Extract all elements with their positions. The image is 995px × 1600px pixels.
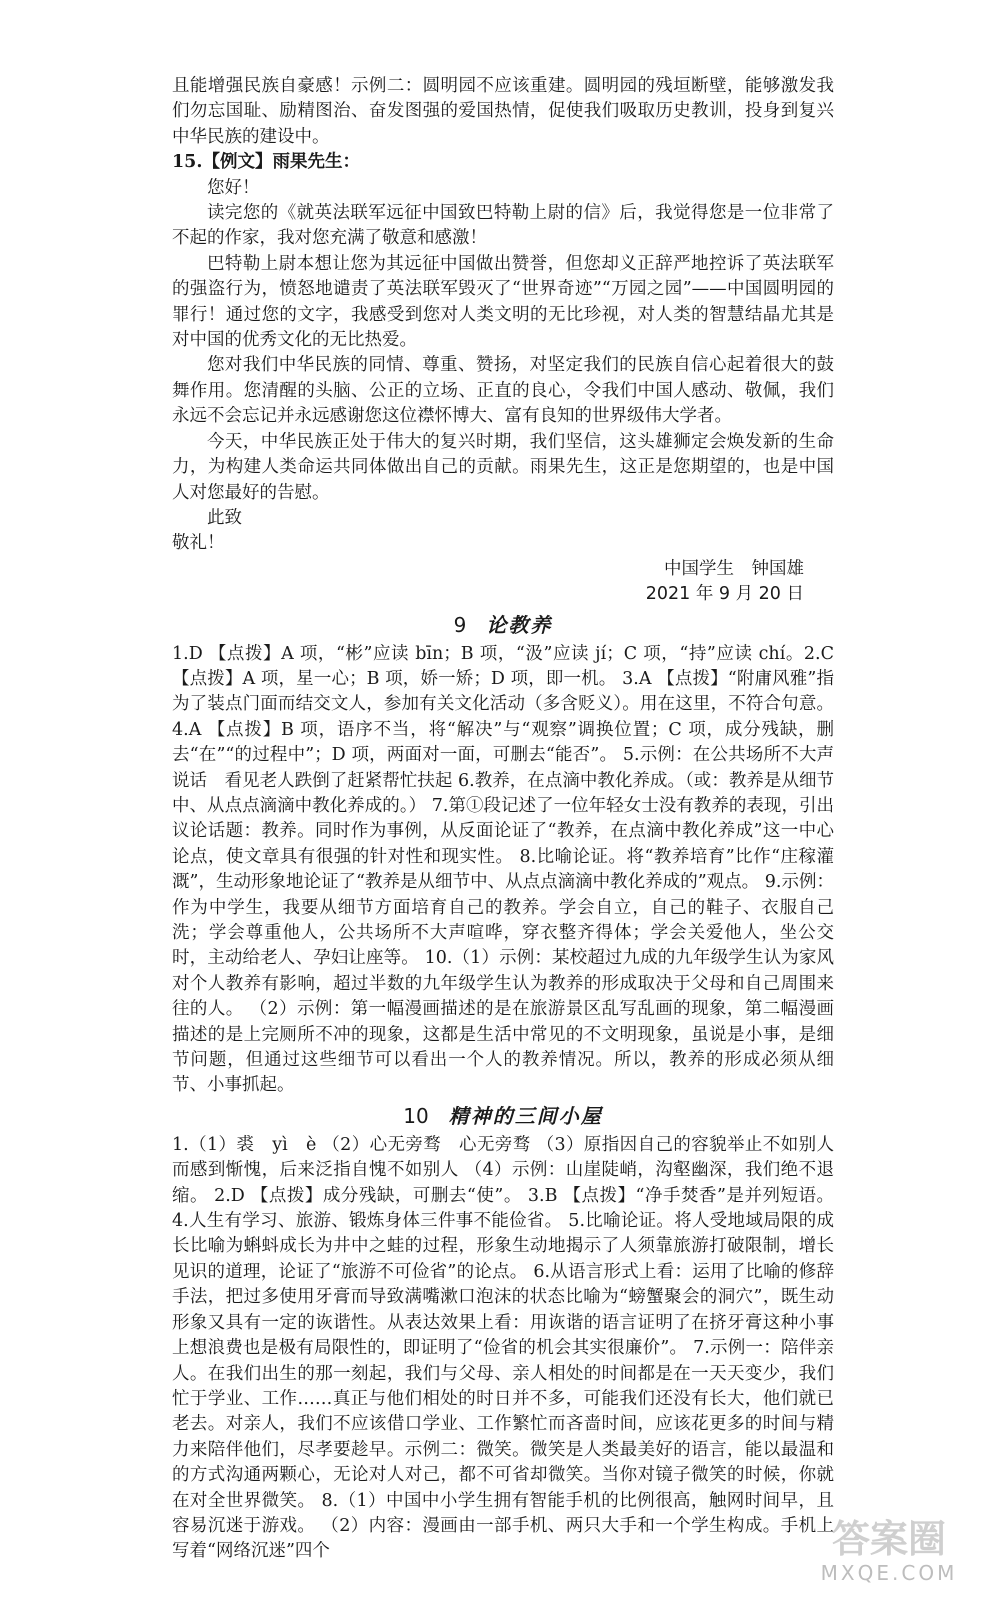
section-9-name: 论教养 <box>486 612 553 637</box>
section-10-answers: 1.（1）裘 yì è （2）心无旁骛 心无旁骛 （3）原指因自己的容貌举止不如别人而感到惭愧，后来泛指自愧不如别人 （4）示例：山崖陡峭，沟壑幽深，我们绝不退缩。 2.D 【点拨】成分残缺，可删去“使”。 3.B 【点拨】“净手焚香”是并列短语。 4.人生有学习、旅游、锻炼身体三件事不能俭省。 5.比喻论证。将人受地域局限的成长比喻为蝌蚪成长为井中之蛙的过程，形象生动地揭示了人须靠旅游打破限制，增长见识的道理，论证了“旅游不可俭省”的论点。 6.从语言形式上看：运用了比喻的修辞手法，把过多使用牙膏而导致满嘴漱口泡沫的状态比喻为“螃蟹聚会的洞穴”，既生动形象又具有一定的诙谐性。从表达效果上看：用诙谐的语言证明了在挤牙膏这种小事上想浪费也是极有局限性的，即证明了“俭省的机会其实很廉价”。 7.示例一：陪伴亲人。在我们出生的那一刻起，我们与父母、亲人相处的时间都是在一天天变少，我们忙于学业、工作……真正与他们相处的时日并不多，可能我们还没有长大，他们就已老去。对亲人，我们不应该借口学业、工作繁忙而吝啬时间，应该花更多的时间与精力来陪伴他们，尽孝要趁早。示例二：微笑。微笑是人类最美好的语言，能以最温和的方式沟通两颗心，无论对人对己，都不可省却微笑。当你对镜子微笑的时候，你就在对全世界微笑。 8.（1）中国中小学生拥有智能手机的比例很高，触网时间早，且容易沉迷于游戏。 （2）内容：漫画由一部手机、两只大手和一个学生构成。手机上写着“网络沉迷”四个 <box>172 1134 834 1562</box>
letter-paragraph-4: 今天，中华民族正处于伟大的复兴时期，我们坚信，这头雄狮定会焕发新的生命力，为构建人类命运共同体做出自己的贡献。雨果先生，这正是您期望的，也是中国人对您最好的告慰。 <box>172 431 834 503</box>
letter-closing-1: 此致 <box>207 507 242 528</box>
letter-paragraph-1: 读完您的《就英法联军远征中国致巴特勒上尉的信》后，我觉得您是一位非常了不起的作家，我对您充满了敬意和感激！ <box>172 203 834 249</box>
letter-paragraph-3: 您对我们中华民族的同情、尊重、赞扬，对坚定我们的民族自信心起着很大的鼓舞作用。您清醒的头脑、公正的立场、正直的良心，令我们中国人感动、敬佩，我们永远不会忘记并永远感谢您这位襟怀博大、富有良知的世界级伟大学者。 <box>172 355 834 427</box>
letter-paragraph-2: 巴特勒上尉本想让您为其远征中国做出赞誉，但您却义正辞严地控诉了英法联军的强盗行为，愤怒地谴责了英法联军毁灭了“世界奇迹”“万园之园”——中国圆明园的罪行！通过您的文字，我感受到您对人类文明的无比珍视，对人类的智慧结晶尤其是对中国的优秀文化的无比热爱。 <box>172 253 834 351</box>
letter-heading: 15.【例文】雨果先生： <box>172 152 360 173</box>
letter-signer: 中国学生 钟国雄 <box>664 558 804 579</box>
section-9-number: 9 <box>453 612 467 637</box>
letter-closing-2: 敬礼！ <box>172 533 225 554</box>
watermark-logo <box>802 1508 977 1588</box>
section-9-answers: 1.D 【点拨】A 项，“彬”应读 bīn；B 项，“汲”应读 jí；C 项，“持”应读 chí。2.C 【点拨】A 项，星一心；B 项，娇一矫；D 项，即一机。 3.A 【点拨】“附庸风雅”指为了装点门面而结交文人，参加有关文化活动（多含贬义）。用在这里，不符合句意。 4.A 【点拨】B 项，语序不当，将“解决”与“观察”调换位置；C 项，成分残缺，删去“在”“的过程中”；D 项，两面对一面，可删去“能否”。 5.示例：在公共场所不大声说话 看见老人跌倒了赶紧帮忙扶起 6.教养，在点滴中教化养成。（或：教养是从细节中、从点点滴滴中教化养成的。） 7.第①段记述了一位年轻女士没有教养的表现，引出议论话题：教养。同时作为事例，从反面论证了“教养，在点滴中教化养成”这一中心论点，使文章具有很强的针对性和现实性。 8.比喻论证。将“教养培育”比作“庄稼灌溉”，生动形象地论证了“教养是从细节中、从点点滴滴中教化养成的”观点。 9.示例：作为中学生，我要从细节方面培育自己的教养。学会自立，自己的鞋子、衣服自己洗；学会尊重他人，公共场所不大声喧哗，穿衣整齐得体；学会关爱他人，坐公交时，主动给老人、孕妇让座等。 10.（1）示例：某校超过九成的九年级学生认为家风对个人教养有影响，超过半数的九年级学生认为教养的形成取决于父母和自己周围来往的人。 （2）示例：第一幅漫画描述的是在旅游景区乱写乱画的现象，第二幅漫画描述的是上完厕所不冲的现象，这都是生活中常见的不文明现象，虽说是小事，是细节问题，但通过这些细节可以看出一个人的教养情况。所以，教养的形成必须从细节、小事抓起。 <box>172 643 834 1096</box>
letter-greeting: 您好！ <box>207 177 260 198</box>
intro-paragraph: 且能增强民族自豪感！示例二：圆明园不应该重建。圆明园的残垣断壁，能够激发我们勿忘国耻、励精图治、奋发图强的爱国热情，促使我们吸取历史教训，投身到复兴中华民族的建设中。 <box>172 76 834 147</box>
letter-date: 2021 年 9 月 20 日 <box>645 584 804 605</box>
section-10-name: 精神的三间小屋 <box>448 1103 603 1128</box>
watermark-sub-text: MXQE.COM <box>820 1561 958 1585</box>
section-10-number: 10 <box>403 1103 429 1128</box>
section-10-title <box>172 1101 834 1131</box>
answer-page <box>172 74 834 1565</box>
section-9-title <box>172 610 834 640</box>
watermark-main-text: 答案圈 <box>831 1517 947 1561</box>
